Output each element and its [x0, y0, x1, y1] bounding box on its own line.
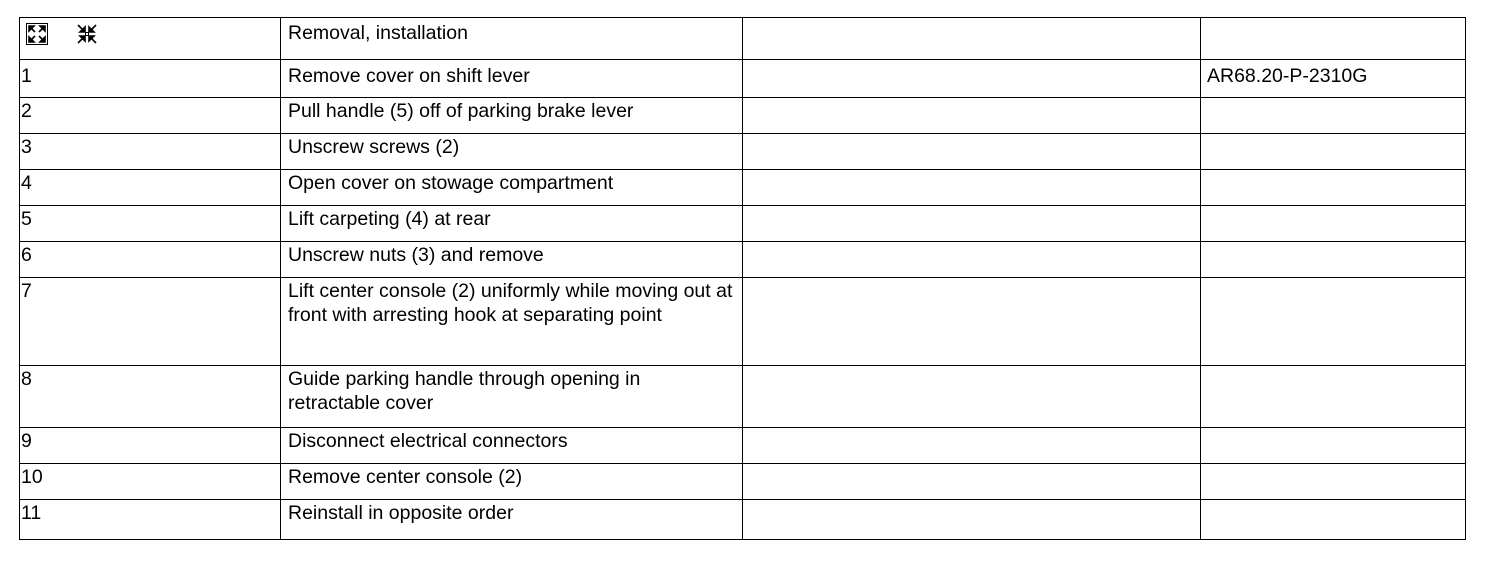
step-description: Guide parking handle through opening in retractable cover: [281, 366, 743, 428]
header-empty-cell: [743, 18, 1201, 60]
table-row: [20, 278, 1466, 366]
step-number: 2: [20, 98, 281, 134]
procedure-table: [19, 17, 1466, 540]
table-row: [20, 242, 1466, 278]
table-row: [20, 464, 1466, 500]
icon-cell: [20, 18, 281, 60]
step-description: Disconnect electrical connectors: [281, 428, 743, 464]
step-description: Pull handle (5) off of parking brake lever: [281, 98, 743, 134]
reference-link: [1201, 134, 1466, 170]
table-row: [20, 170, 1466, 206]
empty-cell: [743, 170, 1201, 206]
table-row: [20, 500, 1466, 540]
header-row: [20, 18, 1466, 60]
step-number: 10: [20, 464, 281, 500]
empty-cell: [743, 500, 1201, 540]
step-number: 1: [20, 60, 281, 98]
step-number: 8: [20, 366, 281, 428]
step-number: 3: [20, 134, 281, 170]
reference-link: [1201, 98, 1466, 134]
empty-cell: [743, 206, 1201, 242]
collapse-arrows-icon[interactable]: [76, 23, 98, 45]
reference-link: [1201, 500, 1466, 540]
step-description: Remove center console (2): [281, 464, 743, 500]
step-description: Reinstall in opposite order: [281, 500, 743, 540]
reference-link: [1201, 366, 1466, 428]
table-row: [20, 428, 1466, 464]
reference-link[interactable]: AR68.20-P-2310G: [1201, 60, 1466, 98]
reference-link: [1201, 464, 1466, 500]
expand-arrows-icon[interactable]: [26, 23, 48, 45]
step-number: 11: [20, 500, 281, 540]
step-number: 5: [20, 206, 281, 242]
step-rows: [20, 60, 1466, 540]
empty-cell: [743, 464, 1201, 500]
empty-cell: [743, 366, 1201, 428]
reference-link: [1201, 242, 1466, 278]
step-description: Remove cover on shift lever: [281, 60, 743, 98]
table-row: [20, 206, 1466, 242]
step-description: Open cover on stowage compartment: [281, 170, 743, 206]
empty-cell: [743, 428, 1201, 464]
reference-link: [1201, 170, 1466, 206]
table-row: [20, 134, 1466, 170]
table-row: [20, 98, 1466, 134]
empty-cell: [743, 278, 1201, 366]
empty-cell: [743, 134, 1201, 170]
reference-link: [1201, 428, 1466, 464]
empty-cell: [743, 98, 1201, 134]
table-row: [20, 366, 1466, 428]
step-description: Lift center console (2) uniformly while moving out at front with arresting hook at separating point: [281, 278, 743, 366]
step-number: 7: [20, 278, 281, 366]
step-description: Lift carpeting (4) at rear: [281, 206, 743, 242]
step-number: 4: [20, 170, 281, 206]
table-row: [20, 60, 1466, 98]
step-number: 6: [20, 242, 281, 278]
header-ref-cell: [1201, 18, 1466, 60]
step-description: Unscrew screws (2): [281, 134, 743, 170]
reference-link: [1201, 206, 1466, 242]
step-number: 9: [20, 428, 281, 464]
reference-link: [1201, 278, 1466, 366]
section-title: Removal, installation: [281, 18, 743, 60]
empty-cell: [743, 60, 1201, 98]
step-description: Unscrew nuts (3) and remove: [281, 242, 743, 278]
empty-cell: [743, 242, 1201, 278]
